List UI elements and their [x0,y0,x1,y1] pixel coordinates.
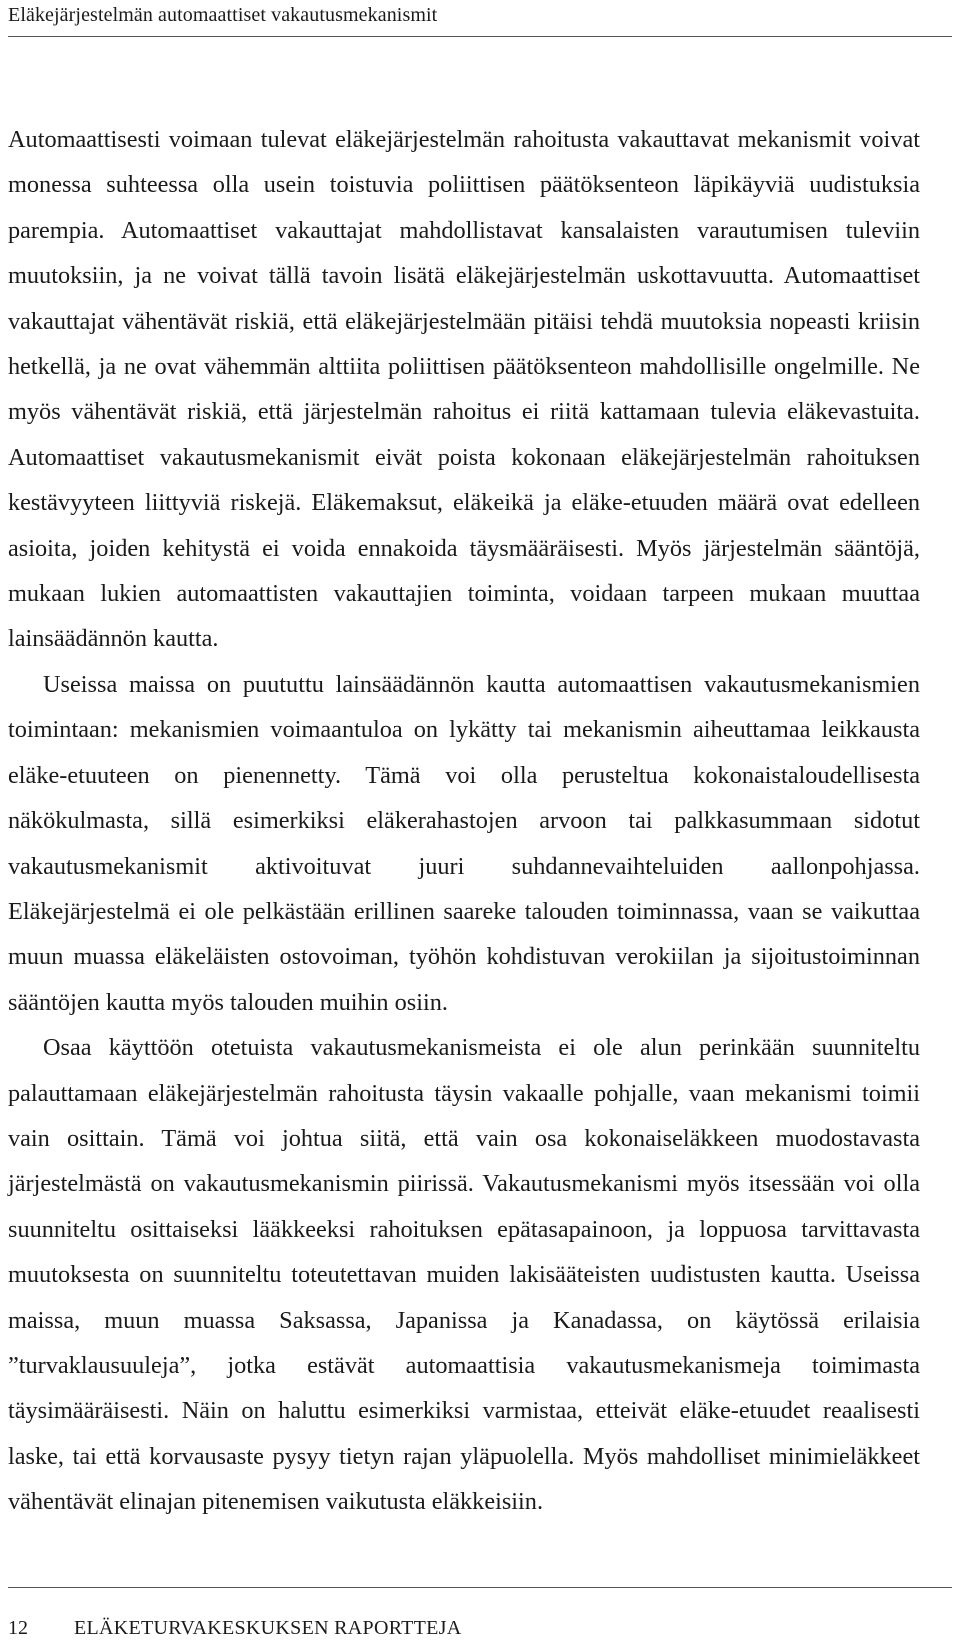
footer-divider [8,1587,952,1588]
page-number: 12 [8,1617,28,1639]
page-footer [8,1615,462,1641]
paragraph-2: Useissa maissa on puututtu lainsäädännön kautta automaattisen vakautusmekanismien toimintaan: mekanismien voimaantuloa on lykätty tai mekanismin aiheuttamaa leikkausta eläke-etuuteen on pienennetty. Tämä voi olla perusteltua kokonaistaloudellisesta näkökulmasta, sillä esimerkiksi eläkerahastojen arvoon tai palkkasummaan sidotut vakautusmekanismit aktivoituvat juuri suhdannevaihteluiden aallonpohjassa. Eläkejärjestelmä ei ole pelkästään erillinen saareke talouden toiminnassa, vaan se vaikuttaa muun muassa eläkeläisten ostovoiman, työhön kohdistuvan verokiilan ja sijoitustoiminnan sääntöjen kautta myös talouden muihin osiin. [8,670,920,1016]
running-header: Eläkejärjestelmän automaattiset vakautusmekanismit [8,4,438,26]
header-divider [8,36,952,37]
body-text [8,117,920,1525]
paragraph-1: Automaattisesti voimaan tulevat eläkejärjestelmän rahoitusta vakauttavat mekanismit voivat monessa suhteessa olla usein toistuvia poliittisen päätöksenteon läpikäyviä uudistuksia parempia. Automaattiset vakauttajat mahdollistavat kansalaisten varautumisen tuleviin muutoksiin, ja ne voivat tällä tavoin lisätä eläkejärjestelmän uskottavuutta. Automaattiset vakauttajat vähentävät riskiä, että eläkejärjestelmään pitäisi tehdä muutoksia nopeasti kriisin hetkellä, ja ne ovat vähemmän alttiita poliittisen päätöksenteon mahdollisille ongelmille. Ne myös vähentävät riskiä, että järjestelmän rahoitus ei riitä kattamaan tulevia eläkevastuita. Automaattiset vakautusmekanismit eivät poista kokonaan eläkejärjestelmän rahoituksen kestävyyteen liittyviä riskejä. Eläkemaksut, eläkeikä ja eläke-etuuden määrä ovat edelleen asioita, joiden kehitystä ei voida ennakoida täysmääräisesti. Myös järjestelmän sääntöjä, mukaan lukien automaattisten vakauttajien toiminta, voidaan tarpeen mukaan muuttaa lainsäädännön kautta. [8,126,920,653]
paragraph-3: Osaa käyttöön otetuista vakautusmekanismeista ei ole alun perinkään suunniteltu palauttamaan eläkejärjestelmän rahoitusta täysin vakaalle pohjalle, vaan mekanismi toimii vain osittain. Tämä voi johtua siitä, että vain osa kokonaiseläkkeen muodostavasta järjestelmästä on vakautusmekanismin piirissä. Vakautusmekanismi myös itsessään voi olla suunniteltu osittaiseksi lääkkeeksi rahoituksen epätasapainoon, ja loppuosa tarvittavasta muutoksesta on suunniteltu toteutettavan muiden lakisääteisten uudistusten kautta. Useissa maissa, muun muassa Saksassa, Japanissa ja Kanadassa, on käytössä erilaisia ”turvaklausuuleja”, jotka estävät automaattisia vakautusmekanismeja toimimasta täysimääräisesti. Näin on haluttu esimerkiksi varmistaa, etteivät eläke-etuudet reaalisesti laske, tai että korvausaste pysyy tietyn rajan yläpuolella. Myös mahdolliset minimieläkkeet vähentävät elinajan pitenemisen vaikutusta eläkkeisiin. [8,1034,920,1516]
series-title: ELÄKETURVAKESKUKSEN RAPORTTEJA [74,1617,462,1639]
